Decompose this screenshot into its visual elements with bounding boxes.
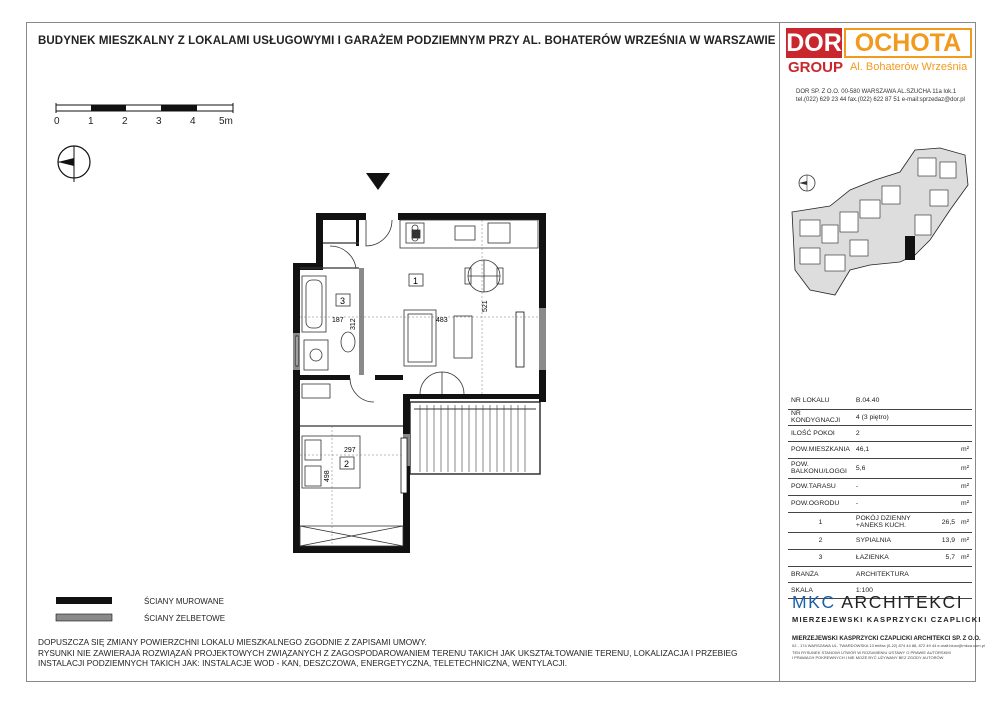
mkc-logo-mark: MKC xyxy=(792,592,836,612)
entrance-arrow-icon xyxy=(366,173,390,190)
row-room-1 xyxy=(788,512,972,532)
value-pow-mieszkania: 46,1 xyxy=(853,441,958,458)
label-skala: SKALA xyxy=(788,582,853,598)
mkc-logo-word: ARCHITEKCI xyxy=(841,592,964,612)
dim-498: 498 xyxy=(324,470,331,482)
architect-firm: MIERZEJEWSKI KASPRZYCKI CZAPLICKI ARCHITEKCI SP. Z O.O. xyxy=(792,636,981,642)
row-room-3 xyxy=(788,549,972,566)
room-2-unit: m² xyxy=(958,532,972,549)
value-nr-lokalu: B.04.40 xyxy=(853,393,972,409)
note-2: RYSUNKI NIE ZAWIERAJA ROZWIĄZAŃ PROJEKTOWYCH ZWIĄZANYCH Z ZAGOSPODAROWANIEM TERENU TAKICH JAK UKSZTAŁTOWANIE TERENU, LOKALIZACJA I PRZEBIEG xyxy=(38,647,738,658)
unit-pow-mieszkania: m² xyxy=(958,441,972,458)
logo-ochota: OCHOTA xyxy=(844,28,972,58)
room-number-2: 2 xyxy=(344,459,350,469)
scale-label-5m: 5m xyxy=(219,116,233,127)
label-pow-ogrodu: POW.OGRODU xyxy=(788,495,853,512)
scale-label-3: 3 xyxy=(156,116,162,127)
legend-concrete-swatch xyxy=(56,614,112,621)
row-ilosc-pokoi xyxy=(788,425,972,441)
note-3: INSTALACJI PODZIEMNYCH TAKICH JAK: INSTALACJE WOD - KAN, DESZCZOWA, ENERGETYCZNA, TELETECHNICZNA, WENTYLACJI. xyxy=(38,658,568,668)
row-room-2 xyxy=(788,532,972,549)
site-key-plan xyxy=(792,148,968,295)
architect-block xyxy=(792,592,985,660)
architect-address: 02 - 174 WARSZAWA UL. TWARDOWSKA 13 tel/fax (0-22) 874 44 88, 872 49 44 e-mail:biuro@mkca.com.pl xyxy=(792,643,985,648)
north-arrow-icon xyxy=(58,146,90,182)
notes xyxy=(38,637,738,669)
room-2-number: 2 xyxy=(788,532,853,549)
dim-483: 483 xyxy=(436,317,448,324)
scale-bar xyxy=(56,103,233,113)
room-2-name: SYPIALNIA xyxy=(853,532,917,549)
architect-disclaimer xyxy=(792,650,972,660)
room-1-number: 1 xyxy=(788,512,853,532)
scale-label-2: 2 xyxy=(122,116,128,127)
logo-dor: DOR xyxy=(786,29,842,57)
row-nr-lokalu xyxy=(788,393,972,409)
room-3-unit: m² xyxy=(958,549,972,566)
label-pow-mieszkania: POW.MIESZKANIA xyxy=(788,441,853,458)
value-nr-kondygnacji: 4 (3 piętro) xyxy=(853,409,972,425)
room-1-name: POKÓJ DZIENNY +ANEKS KUCH. xyxy=(853,512,917,532)
logo-street: Al. Bohaterów Września xyxy=(850,61,968,73)
legend-concrete-label: ŚCIANY ŻELBETOWE xyxy=(144,614,226,623)
unit-pow-tarasu: m² xyxy=(958,478,972,495)
dim-521: 521 xyxy=(482,300,489,312)
room-3-name: ŁAZIENKA xyxy=(853,549,917,566)
logo-group: GROUP xyxy=(788,59,844,76)
label-ilosc-pokoi: ILOŚĆ POKOI xyxy=(788,425,853,441)
note-1: DOPUSZCZA SIĘ ZMIANY POWIERZCHNI LOKALU MIESZKALNEGO ZGODNIE Z ZAPISAMI UMOWY. xyxy=(38,637,427,647)
room-1-unit: m² xyxy=(958,512,972,532)
value-skala: 1:100 xyxy=(853,582,972,598)
dining-table xyxy=(465,260,503,292)
scale-label-4: 4 xyxy=(190,116,196,127)
contact-line-2: tel.(022) 629 23 44 fax.(022) 622 87 51 e-mail:sprzedaz@dor.pl xyxy=(796,96,965,103)
value-branza: ARCHITEKTURA xyxy=(853,566,972,582)
mkc-subtitle: MIERZEJEWSKI KASPRZYCKI CZAPLICKI xyxy=(792,615,982,624)
scale-label-0: 0 xyxy=(54,116,60,127)
page-title: BUDYNEK MIESZKALNY Z LOKALAMI USŁUGOWYMI I GARAŻEM PODZIEMNYM PRZY AL. BOHATERÓW WRZEŚNIA W WARSZAWIE xyxy=(38,35,776,47)
row-branza xyxy=(788,566,972,582)
row-pow-tarasu xyxy=(788,478,972,495)
legend-masonry-label: ŚCIANY MUROWANE xyxy=(144,597,225,606)
label-pow-balkonu: POW. BALKONU/LOGGI xyxy=(788,458,853,478)
row-nr-kondygnacji xyxy=(788,409,972,425)
unit-pow-ogrodu: m² xyxy=(958,495,972,512)
value-pow-ogrodu: - xyxy=(853,495,958,512)
apartment-info-table xyxy=(788,393,972,599)
contact-line-1: DOR SP. Z O.O. 00-580 WARSZAWA AL.SZUCHA 11a lok.1 xyxy=(796,89,957,95)
room-1-area: 26,5 xyxy=(917,512,958,532)
scale-label-1: 1 xyxy=(88,116,94,127)
disclaimer-line-1: TEN RYSUNEK STANOWI UTWÓR W ROZUMIENIU USTAWY O PRAWIE AUTORSKIM xyxy=(792,650,951,655)
label-pow-tarasu: POW.TARASU xyxy=(788,478,853,495)
room-number-3: 3 xyxy=(340,296,346,306)
room-3-number: 3 xyxy=(788,549,853,566)
row-pow-balkonu xyxy=(788,458,972,478)
unit-pow-balkonu: m² xyxy=(958,458,972,478)
dim-187: 187 xyxy=(332,317,344,324)
disclaimer-line-2: I PRAWACH POKREWNYCH I NIE MOŻE BYĆ UŻYWANY BEZ ZGODY AUTORÓW xyxy=(792,655,944,660)
room-3-area: 5,7 xyxy=(917,549,958,566)
mkc-logo xyxy=(792,592,972,613)
floor-plan xyxy=(293,213,546,553)
masonry-walls xyxy=(293,213,546,553)
dim-297: 297 xyxy=(344,447,356,454)
value-pow-tarasu: - xyxy=(853,478,958,495)
label-branza: BRANŻA xyxy=(788,566,853,582)
room-number-1: 1 xyxy=(413,276,419,286)
row-pow-mieszkania xyxy=(788,441,972,458)
legend-masonry-swatch xyxy=(56,597,112,604)
balcony xyxy=(410,402,540,474)
doors xyxy=(330,220,464,402)
label-nr-lokalu: NR LOKALU xyxy=(788,393,853,409)
label-nr-kondygnacji: NR KONDYGNACJI xyxy=(788,409,853,425)
kitchen xyxy=(400,220,538,248)
value-ilosc-pokoi: 2 xyxy=(853,425,972,441)
dim-312: 312 xyxy=(350,318,357,330)
row-pow-ogrodu xyxy=(788,495,972,512)
room-2-area: 13,9 xyxy=(917,532,958,549)
value-pow-balkonu: 5,6 xyxy=(853,458,958,478)
